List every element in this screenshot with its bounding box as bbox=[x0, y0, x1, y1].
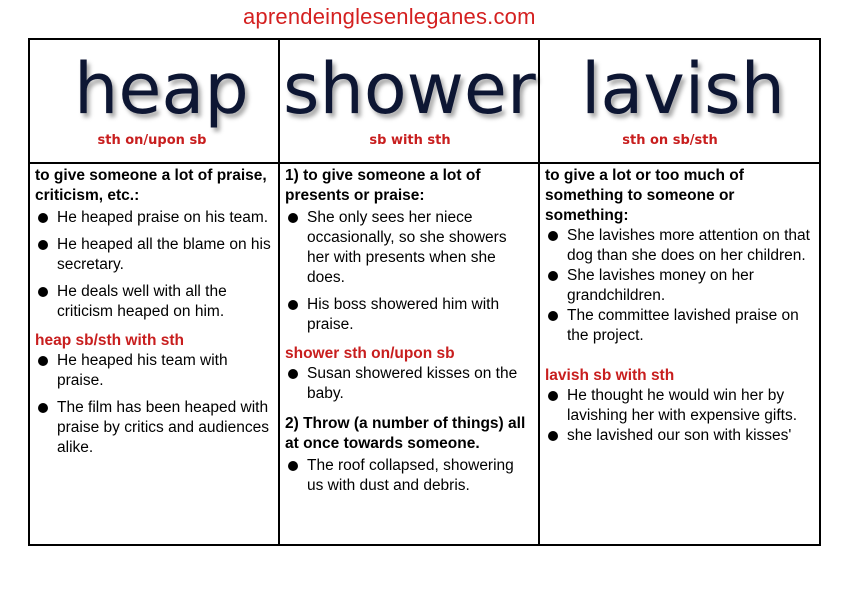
list-item bbox=[285, 456, 533, 496]
example-text: He deals well with all the criticism heaped on him. bbox=[57, 283, 227, 320]
list-item bbox=[545, 386, 817, 426]
list-item bbox=[35, 282, 275, 322]
list-item bbox=[545, 226, 817, 266]
list-item bbox=[285, 364, 533, 404]
example-list bbox=[545, 226, 817, 346]
example-text: The film has been heaped with praise by critics and audiences alike. bbox=[57, 399, 269, 456]
column-shower bbox=[285, 166, 533, 496]
example-list bbox=[35, 351, 275, 458]
definition: 2) Throw (a number of things) all at once towards someone. bbox=[285, 415, 526, 452]
list-item bbox=[545, 306, 817, 346]
bullet-icon bbox=[548, 431, 558, 441]
column-divider bbox=[538, 40, 540, 544]
list-item bbox=[285, 208, 533, 288]
example-list bbox=[35, 208, 275, 322]
bullet-icon bbox=[288, 300, 298, 310]
example-text: The roof collapsed, showering us with dust and debris. bbox=[307, 457, 514, 494]
bullet-icon bbox=[548, 391, 558, 401]
example-list bbox=[285, 456, 533, 496]
example-text: She only sees her niece occasionally, so she showers her with presents when she does. bbox=[307, 209, 507, 286]
example-text: His boss showered him with praise. bbox=[307, 296, 500, 333]
headword-heap: heap bbox=[74, 48, 249, 130]
column-divider bbox=[278, 40, 280, 544]
example-text: she lavished our son with kisses' bbox=[567, 427, 792, 444]
example-list bbox=[285, 364, 533, 404]
subheading: heap sb/sth with sth bbox=[35, 332, 184, 349]
pattern-lavish: sth on sb/sth bbox=[622, 133, 718, 148]
bullet-icon bbox=[548, 311, 558, 321]
column-lavish bbox=[545, 166, 817, 446]
definition: to give a lot or too much of something to someone or something: bbox=[545, 167, 744, 224]
column-heap bbox=[35, 166, 275, 458]
bullet-icon bbox=[288, 213, 298, 223]
headword-lavish: lavish bbox=[580, 48, 786, 130]
pattern-heap: sth on/upon sb bbox=[97, 133, 207, 148]
bullet-icon bbox=[38, 213, 48, 223]
example-text: He heaped praise on his team. bbox=[57, 209, 269, 226]
subheading: shower sth on/upon sb bbox=[285, 345, 455, 362]
example-text: She lavishes more attention on that dog than she does on her children. bbox=[567, 227, 810, 264]
example-list bbox=[285, 208, 533, 335]
example-text: She lavishes money on her grandchildren. bbox=[567, 267, 754, 304]
definition: 1) to give someone a lot of presents or praise: bbox=[285, 167, 481, 204]
header-row-divider bbox=[30, 162, 819, 164]
site-title[interactable]: aprendeinglesenleganes.com bbox=[243, 4, 536, 29]
bullet-icon bbox=[38, 240, 48, 250]
bullet-icon bbox=[288, 369, 298, 379]
headword-shower: shower bbox=[283, 48, 536, 130]
list-item bbox=[545, 426, 817, 446]
list-item bbox=[35, 398, 275, 458]
bullet-icon bbox=[548, 231, 558, 241]
bullet-icon bbox=[38, 287, 48, 297]
example-text: The committee lavished praise on the project. bbox=[567, 307, 799, 344]
list-item bbox=[35, 235, 275, 275]
bullet-icon bbox=[38, 356, 48, 366]
example-text: He heaped his team with praise. bbox=[57, 352, 228, 389]
vocabulary-table bbox=[28, 38, 821, 546]
example-text: Susan showered kisses on the baby. bbox=[307, 365, 518, 402]
list-item bbox=[35, 351, 275, 391]
example-text: He heaped all the blame on his secretary. bbox=[57, 236, 271, 273]
subheading: lavish sb with sth bbox=[545, 367, 675, 384]
bullet-icon bbox=[288, 461, 298, 471]
example-list bbox=[545, 386, 817, 446]
bullet-icon bbox=[548, 271, 558, 281]
pattern-shower: sb with sth bbox=[369, 133, 451, 148]
list-item bbox=[545, 266, 817, 306]
definition: to give someone a lot of praise, criticism, etc.: bbox=[35, 167, 267, 204]
list-item bbox=[35, 208, 275, 228]
example-text: He thought he would win her by lavishing her with expensive gifts. bbox=[567, 387, 798, 424]
list-item bbox=[285, 295, 533, 335]
bullet-icon bbox=[38, 403, 48, 413]
